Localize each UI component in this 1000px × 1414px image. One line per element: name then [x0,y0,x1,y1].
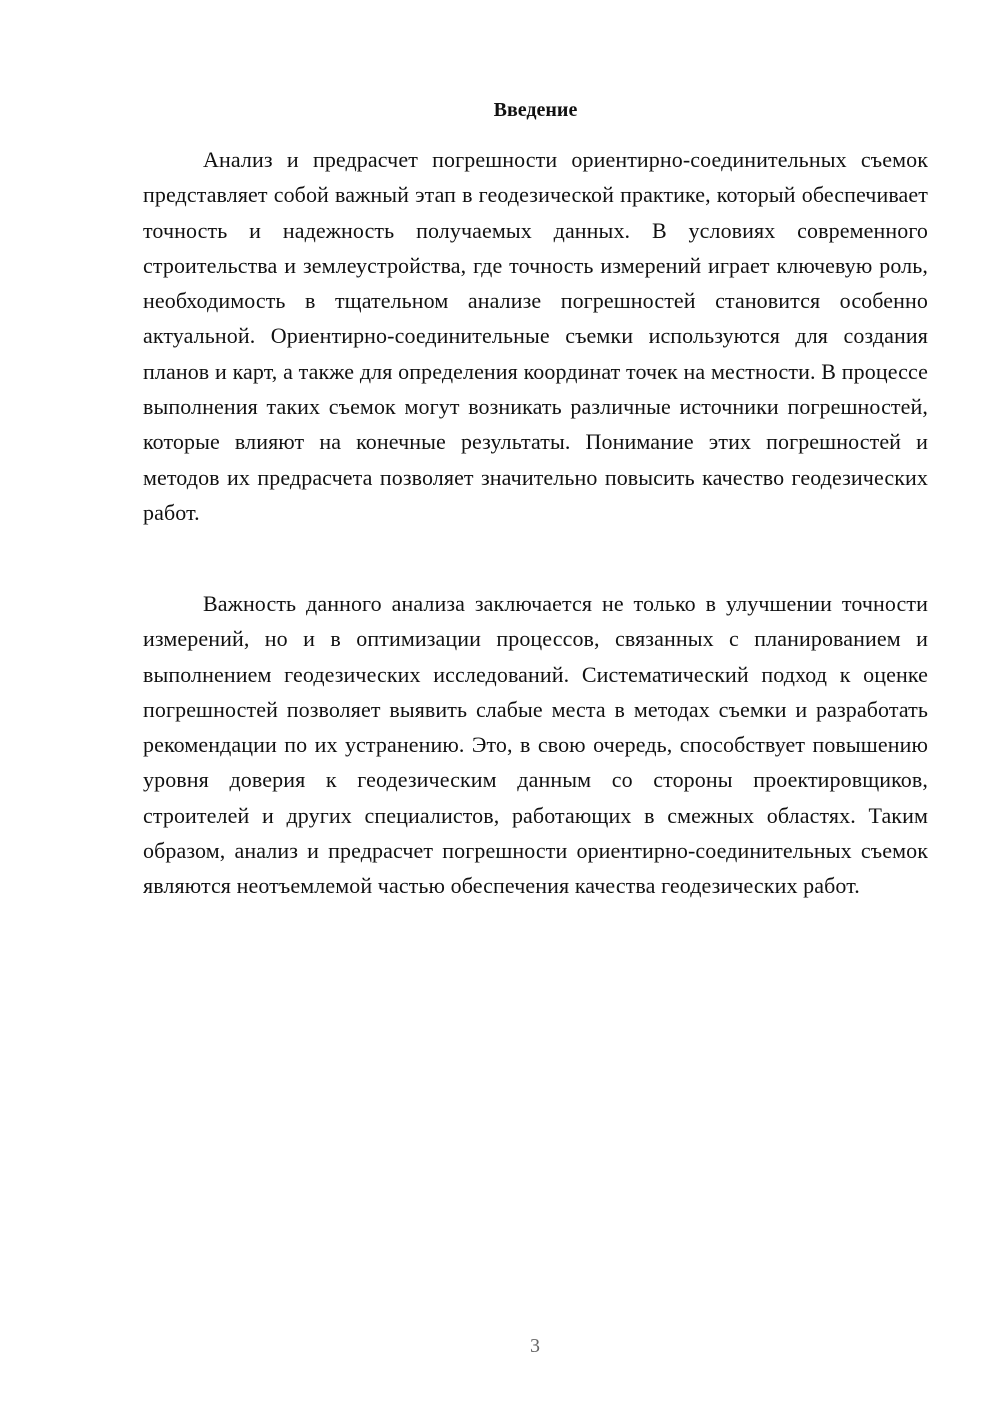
paragraph-1: Анализ и предрасчет погрешности ориентирно-соединительных съемок представляет собой важный этап в геодезической практике, который обеспечивает точность и надежность получаемых данных. В условиях современного строительства и землеустройства, где точность измерений играет ключевую роль, необходимость в тщательном анализе погрешностей становится особенно актуальной. Ориентирно-соединительные съемки используются для создания планов и карт, а также для определения координат точек на местности. В процессе выполнения таких съемок могут возникать различные источники погрешностей, которые влияют на конечные результаты. Понимание этих погрешностей и методов их предрасчета позволяет значительно повысить качество геодезических работ. [143,147,928,525]
paragraph-2: Важность данного анализа заключается не только в улучшении точности измерений, но и в оптимизации процессов, связанных с планированием и выполнением геодезических исследований. Систематический подход к оценке погрешностей позволяет выявить слабые места в методах съемки и разработать рекомендации по их устранению. Это, в свою очередь, способствует повышению уровня доверия к геодезическим данным со стороны проектировщиков, строителей и других специалистов, работающих в смежных областях. Таким образом, анализ и предрасчет погрешности ориентирно-соединительных съемок являются неотъемлемой частью обеспечения качества геодезических работ. [143,591,928,899]
page-number: 3 [530,1335,540,1357]
section-heading: Введение [493,99,578,121]
